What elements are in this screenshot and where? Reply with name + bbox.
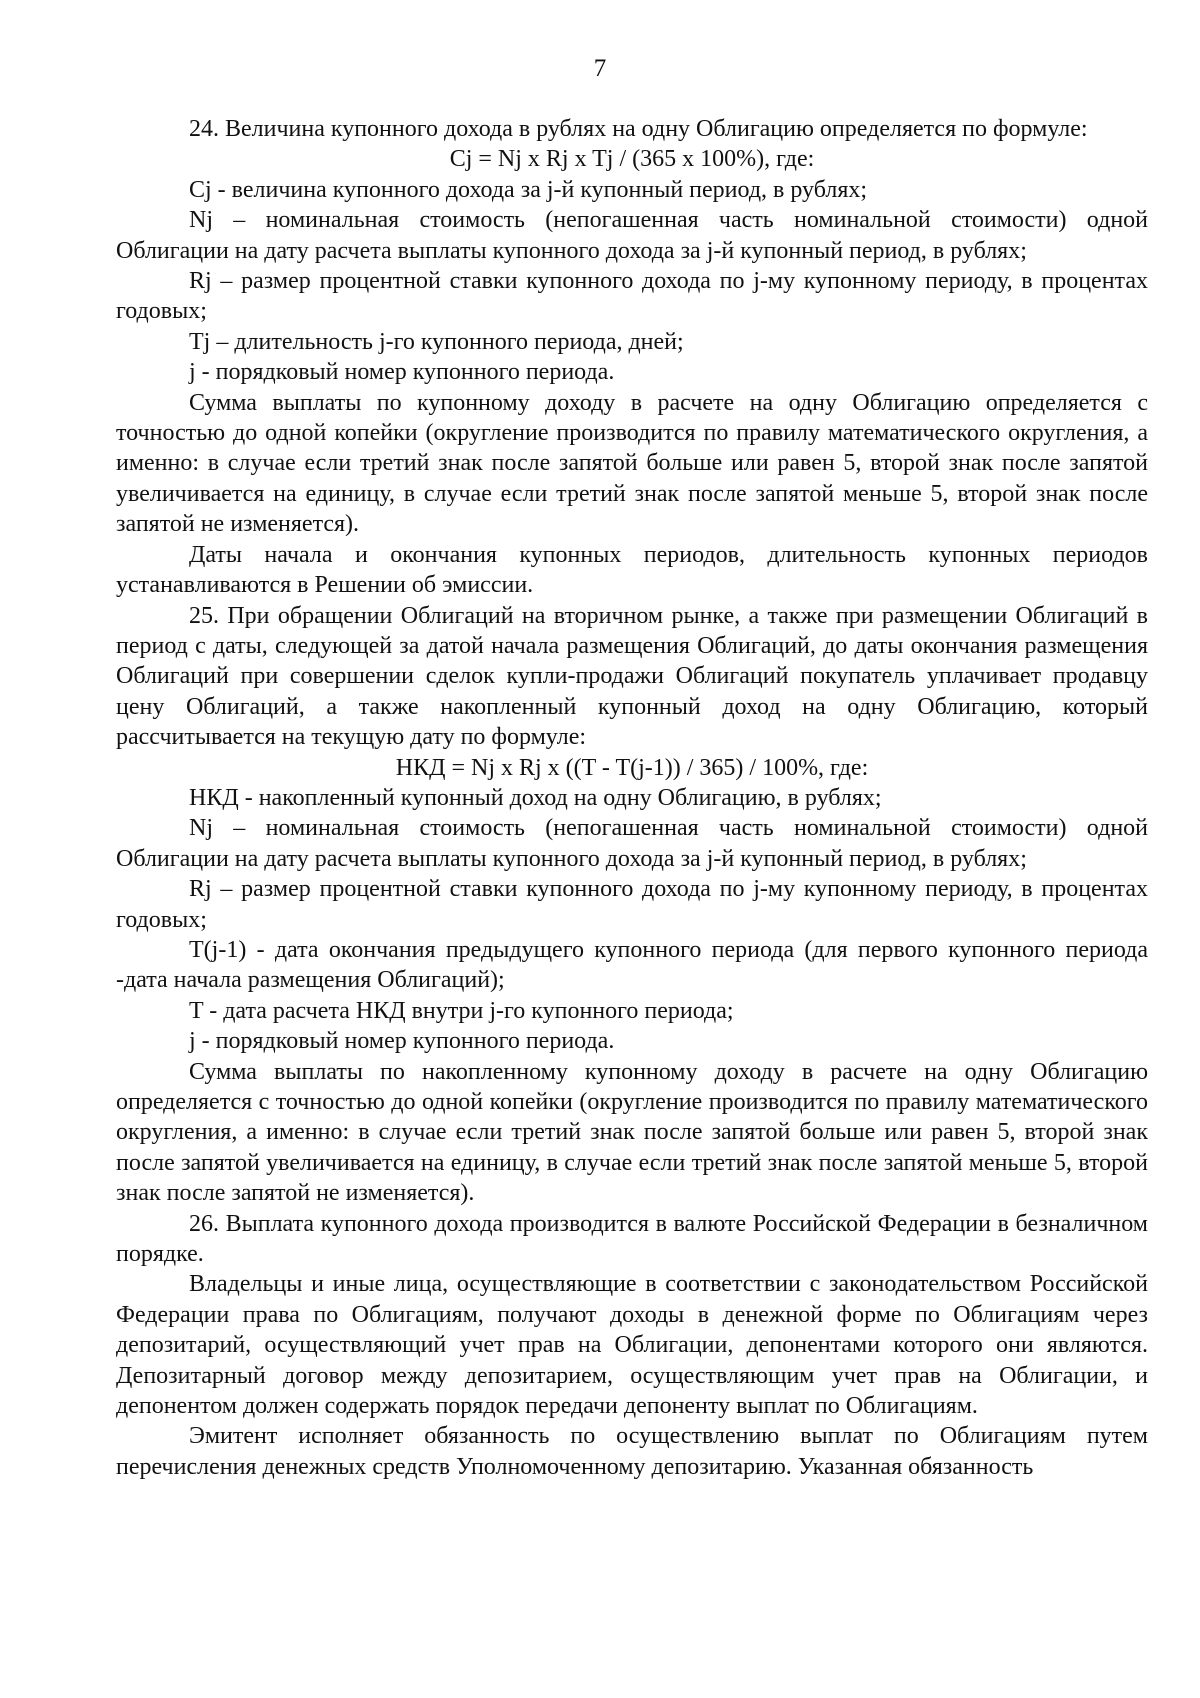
paragraph-25-intro: 25. При обращении Облигаций на вторичном рынке, а также при размещении Облигаций в период с даты, следующей за датой начала размещения Облигаций, до даты окончания размещения Облигаций при совершении сделок купли-продажи Облигаций покупатель уплачивает продавцу цену Облигаций, а также накопленный купонный доход на одну Облигацию, который рассчитывается на текущую дату по формуле: [116, 602, 1148, 751]
paragraph-rounding-accrued: Сумма выплаты по накопленному купонному доходу в расчете на одну Облигацию определяется с точностью до одной копейки (округление производится по правилу математического округления, а именно: в случае если третий знак после запятой больше или равен 5, второй знак после запятой увеличивается на единицу, в случае если третий знак после запятой меньше 5, второй знак после запятой не изменяется). [116, 1058, 1148, 1207]
definition-nj-2: Nj – номинальная стоимость (непогашенная часть номинальной стоимости) одной Облигации на дату расчета выплаты купонного дохода за j-й купонный период, в рублях; [116, 815, 1148, 872]
definition-cj: Cj - величина купонного дохода за j-й купонный период, в рублях; [189, 176, 868, 203]
definition-nkd: НКД - накопленный купонный доход на одну Облигацию, в рублях; [189, 784, 882, 811]
formula-coupon-income: Cj = Nj x Rj x Tj / (365 x 100%), где: [449, 146, 815, 173]
definition-nj: Nj – номинальная стоимость (непогашенная часть номинальной стоимости) одной Облигации на дату расчета выплаты купонного дохода за j-й купонный период, в рублях; [116, 207, 1148, 264]
definition-j: j - порядковый номер купонного периода. [189, 359, 615, 386]
definition-tj: Tj – длительность j-го купонного периода, дней; [189, 328, 684, 355]
document-body [116, 114, 1148, 1482]
definition-t-j-1: T(j-1) - дата окончания предыдущего купонного периода (для первого купонного периода -дата начала размещения Облигаций); [116, 936, 1148, 994]
paragraph-rounding-coupon: Сумма выплаты по купонному доходу в расчете на одну Облигацию определяется с точностью до одной копейки (округление производится по правилу математического округления, а именно: в случае если третий знак после запятой больше или равен 5, второй знак после запятой увеличивается на единицу, в случае если третий знак после запятой меньше 5, второй знак после запятой не изменяется). [116, 389, 1148, 538]
definition-rj: Rj – размер процентной ставки купонного дохода по j-му купонному периоду, в процентах годовых; [116, 268, 1148, 325]
definition-rj-2: Rj – размер процентной ставки купонного дохода по j-му купонному периоду, в процентах годовых; [116, 876, 1148, 933]
definition-j-2: j - порядковый номер купонного периода. [189, 1028, 615, 1055]
definition-t: T - дата расчета НКД внутри j-го купонного периода; [189, 997, 734, 1024]
paragraph-24-intro: 24. Величина купонного дохода в рублях на одну Облигацию определяется по формуле: [189, 116, 1088, 142]
paragraph-26: 26. Выплата купонного дохода производится в валюте Российской Федерации в безналичном порядке. [116, 1210, 1148, 1268]
paragraph-coupon-dates: Даты начала и окончания купонных периодов, длительность купонных периодов устанавливаются в Решении об эмиссии. [116, 541, 1148, 599]
formula-accrued-income: НКД = Nj x Rj x ((T - T(j-1)) / 365) / 100%, где: [395, 754, 869, 781]
paragraph-issuer-obligation: Эмитент исполняет обязанность по осуществлению выплат по Облигациям путем перечисления денежных средств Уполномоченному депозитарию. Указанная обязанность [116, 1423, 1148, 1480]
paragraph-owners-income: Владельцы и иные лица, осуществляющие в соответствии с законодательством Российской Федерации права по Облигациям, получают доходы в денежной форме по Облигациям через депозитарий, осуществляющий учет прав на Облигации, депонентами которого они являются. Депозитарный договор между депозитарием, осуществляющим учет прав на Облигации, и депонентом должен содержать порядок передачи депоненту выплат по Облигациям. [116, 1271, 1148, 1420]
page-number: 7 [593, 55, 607, 82]
